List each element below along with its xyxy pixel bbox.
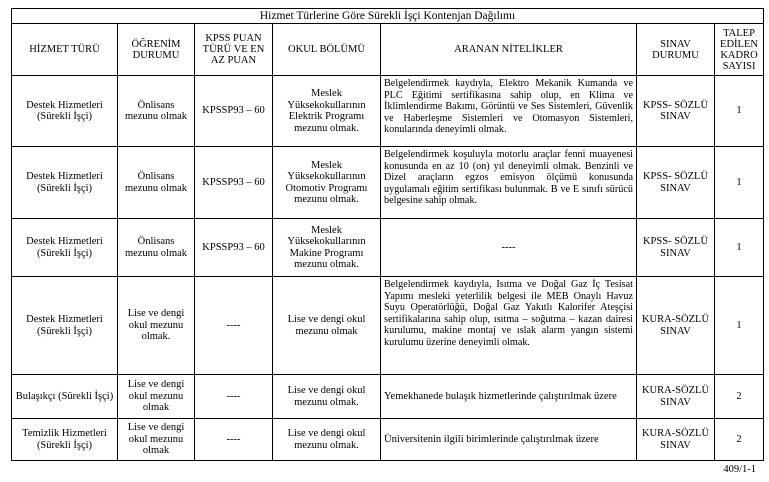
cell-kadro: 2 — [715, 375, 764, 419]
cell-hizmet: Destek Hizmetleri (Sürekli İşçi) — [12, 219, 118, 277]
cell-sinav: KURA-SÖZLÜ SINAV — [637, 419, 715, 461]
cell-nitelik: ---- — [381, 219, 637, 277]
cell-kpss: ---- — [195, 375, 273, 419]
header-ogrenim-durumu: ÖĞRENİM DURUMU — [118, 24, 195, 76]
table-row — [12, 277, 764, 375]
cell-okul: Lise ve dengi okul mezunu olmak — [273, 277, 381, 375]
cell-hizmet: Temizlik Hizmetleri (Sürekli İşçi) — [12, 419, 118, 461]
header-hizmet-turu: HİZMET TÜRÜ — [12, 24, 118, 76]
cell-ogrenim: Lise ve dengi okul mezunu olmak — [118, 419, 195, 461]
cell-hizmet: Destek Hizmetleri (Sürekli İşçi) — [12, 277, 118, 375]
cell-sinav: KPSS- SÖZLÜ SINAV — [637, 219, 715, 277]
table-row — [12, 147, 764, 219]
cell-ogrenim: Önlisans mezunu olmak — [118, 219, 195, 277]
cell-nitelik: Belgelendirmek kaydıyla, Elektro Mekanik Kumanda ve PLC Eğitimi sertifikasına sahip olup, en Klima ve İklimlendirme Bakımı, Görüntü ve Ses Sistemleri, Güvenlik ve Haberleşme Sistemleri ve Otomasyon Sistemleri, konularında deneyimli olmak. — [381, 76, 637, 147]
cell-sinav: KPSS- SÖZLÜ SINAV — [637, 147, 715, 219]
cell-nitelik: Belgelendirmek kaydıyla, Isıtma ve Doğal Gaz İç Tesisat Yapımı mesleki yeterlilik belgesi ile MEB Onaylı Havuz Suyu Operatörlüğü, Doğal Gaz Yakıtlı Kalorifer Ateşçisi sertifikalarına sahip olup, ısıtma – soğutma – kazan dairesi kurulumu, makine montaj ve ıslak alarm yangın sistemi kurulumu üzerine deneyimli olmak. — [381, 277, 637, 375]
cell-sinav: KPSS- SÖZLÜ SINAV — [637, 76, 715, 147]
cell-okul: Meslek Yüksekokullarının Otomotiv Programı mezunu olmak. — [273, 147, 381, 219]
cell-kpss: KPSSP93 – 60 — [195, 219, 273, 277]
table-row — [12, 219, 764, 277]
cell-okul: Lise ve dengi okul mezunu olmak. — [273, 419, 381, 461]
cell-kadro: 1 — [715, 277, 764, 375]
cell-nitelik: Yemekhanede bulaşık hizmetlerinde çalıştırılmak üzere — [381, 375, 637, 419]
cell-kpss: ---- — [195, 277, 273, 375]
cell-kpss: KPSSP93 – 60 — [195, 76, 273, 147]
header-sinav-durumu: SINAV DURUMU — [637, 24, 715, 76]
cell-kadro: 1 — [715, 147, 764, 219]
cell-ogrenim: Önlisans mezunu olmak — [118, 76, 195, 147]
page-number: 409/1-1 — [723, 464, 756, 475]
header-aranan-nitelikler: ARANAN NİTELİKLER — [381, 24, 637, 76]
cell-nitelik: Üniversitenin ilgili birimlerinde çalıştırılmak üzere — [381, 419, 637, 461]
cell-ogrenim: Önlisans mezunu olmak — [118, 147, 195, 219]
table-row — [12, 76, 764, 147]
header-kadro-sayisi: TALEP EDİLEN KADRO SAYISI — [715, 24, 764, 76]
cell-kpss: KPSSP93 – 60 — [195, 147, 273, 219]
cell-nitelik: Belgelendirmek koşuluyla motorlu araçlar fenni muayenesi konusunda en az 10 (on) yıl deneyimli olmak. Benzinli ve Dizel araçların egzos emisyon ölçümü konusunda uygulamalı eğitim sertifikası bulunmak. B ve E sınıfı sürücü belgesine sahip olmak. — [381, 147, 637, 219]
cell-hizmet: Bulaşıkçı (Sürekli İşçi) — [12, 375, 118, 419]
table-row — [12, 375, 764, 419]
cell-kadro: 1 — [715, 219, 764, 277]
cell-kadro: 1 — [715, 76, 764, 147]
cell-hizmet: Destek Hizmetleri (Sürekli İşçi) — [12, 76, 118, 147]
quota-table — [11, 8, 764, 461]
cell-kadro: 2 — [715, 419, 764, 461]
cell-okul: Lise ve dengi okul mezunu olmak. — [273, 375, 381, 419]
cell-sinav: KURA-SÖZLÜ SINAV — [637, 277, 715, 375]
header-okul-bolumu: OKUL BÖLÜMÜ — [273, 24, 381, 76]
cell-hizmet: Destek Hizmetleri (Sürekli İşçi) — [12, 147, 118, 219]
cell-ogrenim: Lise ve dengi okul mezunu olmak — [118, 375, 195, 419]
cell-kpss: ---- — [195, 419, 273, 461]
document-page — [11, 8, 763, 461]
header-kpss-puan: KPSS PUAN TÜRÜ VE EN AZ PUAN — [195, 24, 273, 76]
cell-sinav: KURA-SÖZLÜ SINAV — [637, 375, 715, 419]
cell-okul: Meslek Yüksekokullarının Makine Programı mezunu olmak. — [273, 219, 381, 277]
cell-ogrenim: Lise ve dengi okul mezunu olmak. — [118, 277, 195, 375]
table-title: Hizmet Türlerine Göre Sürekli İşçi Kontenjan Dağılımı — [12, 9, 764, 24]
table-row — [12, 419, 764, 461]
cell-okul: Meslek Yüksekokullarının Elektrik Programı mezunu olmak. — [273, 76, 381, 147]
